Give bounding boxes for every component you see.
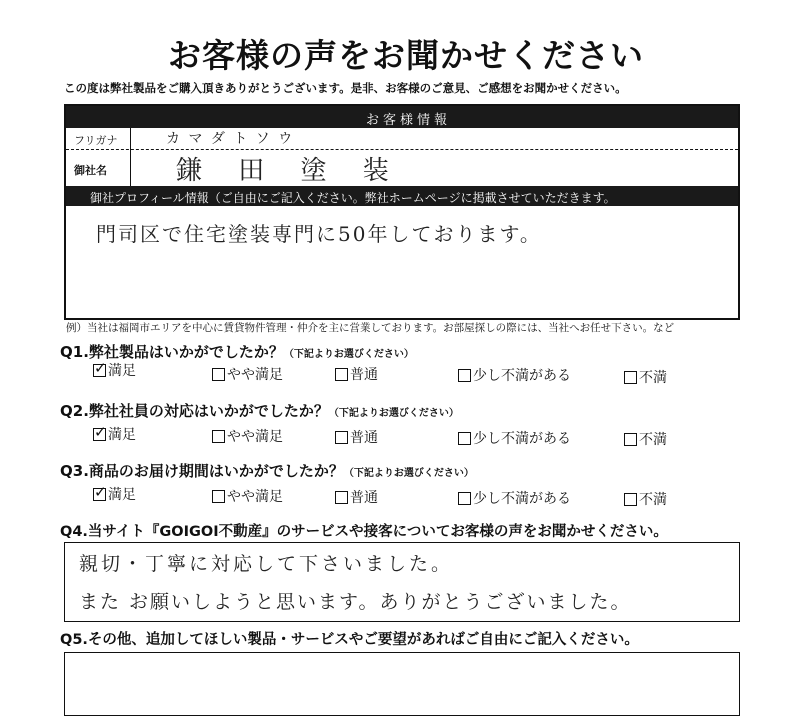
furigana-field[interactable]: カ マ ダ ト ソ ウ — [166, 131, 295, 147]
checkbox-checked-icon[interactable] — [93, 488, 106, 501]
q1-option-label: 普通 — [350, 367, 378, 383]
q2-option-satisfied[interactable] — [93, 424, 136, 444]
q2-option-label: やや満足 — [227, 429, 283, 445]
q3-option-average[interactable] — [335, 487, 378, 507]
q3-option-satisfied[interactable] — [93, 484, 136, 504]
q3-option-somewhat-satisfied[interactable] — [212, 486, 283, 506]
profile-bar-label: 御社プロフィール情報（ご自由にご記入ください。弊社ホームページに掲載させていただきます。 — [90, 191, 616, 205]
q3-option-dissatisfied[interactable] — [624, 489, 667, 509]
q4-answer-line-2: また お願いしようと思います。ありがとうございました。 — [79, 591, 632, 613]
q5-answer-box[interactable] — [64, 652, 740, 716]
checkbox-icon[interactable] — [624, 493, 637, 506]
q3-label: Q3.商品のお届け期間はいかがでしたか？ — [60, 462, 344, 480]
profile-field[interactable]: 門司区で住宅塗装専門に50年しております。 — [96, 222, 542, 246]
q1-option-dissatisfied[interactable] — [624, 367, 667, 387]
checkbox-checked-icon[interactable] — [93, 364, 106, 377]
page-title: お客様の声をお聞かせください — [168, 36, 644, 75]
info-header — [66, 106, 738, 128]
q2-option-average[interactable] — [335, 427, 378, 447]
q3-option-somewhat-dissatisfied[interactable] — [458, 488, 571, 508]
checkbox-icon[interactable] — [458, 492, 471, 505]
q2-label: Q2.弊社社員の対応はいかがでしたか？ — [60, 402, 329, 420]
q2-option-label: 少し不満がある — [473, 431, 571, 447]
label-divider — [130, 128, 131, 186]
q4-question: Q4.当サイト『GOIGOI不動産』のサービスや接客についてお客様の声をお聞かせください。 — [60, 524, 668, 540]
info-header-label: お客様情報 — [366, 113, 452, 128]
q3-option-label: 満足 — [108, 487, 136, 503]
checkbox-icon[interactable] — [624, 371, 637, 384]
checkbox-icon[interactable] — [458, 432, 471, 445]
q1-option-label: 不満 — [639, 370, 667, 386]
customer-info-table — [64, 104, 740, 320]
profile-bar — [66, 186, 738, 206]
intro-text: この度は弊社製品をご購入頂きありがとうございます。是非、お客様のご意見、ご感想をお聞かせください。 — [64, 81, 627, 95]
q1-option-label: 少し不満がある — [473, 368, 571, 384]
checkbox-icon[interactable] — [335, 491, 348, 504]
q4-answer-line-1: 親切・丁寧に対応して下さいました。 — [79, 553, 454, 575]
q2-option-somewhat-satisfied[interactable] — [212, 426, 283, 446]
company-name-field[interactable]: 鎌 田 塗 装 — [176, 156, 403, 186]
q1-question — [60, 341, 414, 362]
checkbox-icon[interactable] — [212, 490, 225, 503]
checkbox-icon[interactable] — [335, 431, 348, 444]
q2-question — [60, 400, 459, 421]
q1-option-somewhat-satisfied[interactable] — [212, 364, 283, 384]
q2-option-somewhat-dissatisfied[interactable] — [458, 428, 571, 448]
checkbox-checked-icon[interactable] — [93, 428, 106, 441]
q3-option-label: 普通 — [350, 490, 378, 506]
checkbox-icon[interactable] — [458, 369, 471, 382]
q1-option-label: 満足 — [108, 363, 136, 379]
q2-option-dissatisfied[interactable] — [624, 429, 667, 449]
q4-answer-box[interactable] — [64, 542, 740, 622]
q2-option-label: 不満 — [639, 432, 667, 448]
company-name-label: 御社名 — [74, 164, 107, 177]
q3-option-label: 少し不満がある — [473, 491, 571, 507]
q2-option-label: 普通 — [350, 430, 378, 446]
q1-option-average[interactable] — [335, 364, 378, 384]
profile-example: 例）当社は福岡市エリアを中心に賃貸物件管理・仲介を主に営業しております。お部屋探しの際には、当社へお任せ下さい。など — [66, 322, 675, 334]
q5-question: Q5.その他、追加してほしい製品・サービスやご要望があればご自由にご記入ください。 — [60, 632, 639, 648]
checkbox-icon[interactable] — [212, 368, 225, 381]
furigana-label: フリガナ — [74, 134, 118, 147]
checkbox-icon[interactable] — [624, 433, 637, 446]
q1-option-satisfied[interactable] — [93, 360, 136, 380]
q2-note: （下記よりお選びください） — [328, 408, 459, 419]
q3-question — [60, 460, 474, 481]
q1-option-label: やや満足 — [227, 367, 283, 383]
q1-option-somewhat-dissatisfied[interactable] — [458, 365, 571, 385]
checkbox-icon[interactable] — [335, 368, 348, 381]
checkbox-icon[interactable] — [212, 430, 225, 443]
q3-option-label: 不満 — [639, 492, 667, 508]
q3-option-label: やや満足 — [227, 489, 283, 505]
q1-label: Q1.弊社製品はいかがでしたか？ — [60, 343, 284, 361]
q1-note: （下記よりお選びください） — [283, 349, 414, 360]
q2-option-label: 満足 — [108, 427, 136, 443]
q3-note: （下記よりお選びください） — [343, 468, 474, 479]
